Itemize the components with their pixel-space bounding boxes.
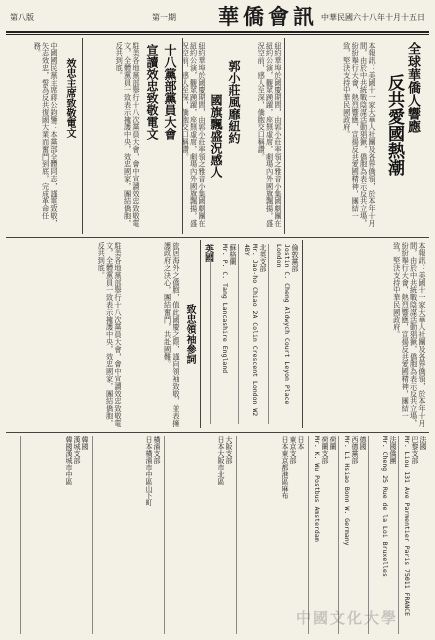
masthead-rule — [6, 31, 429, 35]
directory-address: 日本東京都港區麻布 — [281, 436, 289, 499]
directory-row — [308, 436, 337, 634]
directory-row — [238, 244, 267, 424]
directory-org: 北英支部 — [259, 244, 267, 272]
directory-address: Mr. P. C. Tang Lancashire England — [221, 244, 229, 374]
directory-address: 韓國漢城市中區 — [65, 436, 73, 485]
directory-row — [268, 244, 299, 424]
directory-org: 大阪支部 — [225, 436, 233, 464]
directory-country: 日本 — [297, 436, 305, 450]
directory-country: 法國 — [419, 436, 427, 450]
column-rule — [284, 38, 285, 234]
directory-address: Mr. Liou 131 Ave Parmentier Paris 75011 FRANCE — [403, 436, 411, 617]
directory-upper-header: 英國 — [203, 244, 213, 262]
directory-country: 荷蘭 — [329, 436, 337, 450]
fifth-headline: 致忠領袖參詞 — [184, 304, 195, 364]
second-article-body-right: 紐約華埠於國慶期間，由郭小莊率領之雅音小集國劇團在紐約公演，觀眾踴躍，座無虛席，劇場內外國旗飄揚，盛況空前，感人至深，僑胞交口稱讚。 — [257, 42, 283, 227]
main-article-body: 本報訊：美國十一家大華人社團及各界僑領，於本年十月間，由於中共統戰陰謀活動猖獗，僑胞為表示反共立場，紛紛舉行大會，熱烈響應，宣揚反共愛國精神，團結一致，堅決支持中華民國政府。 — [342, 42, 377, 227]
publication-date: 中華民國六十八年十月十五日 — [321, 13, 425, 22]
watermark-text: 中國文化大學 — [296, 609, 399, 627]
directory-row — [210, 244, 237, 424]
library-watermark — [296, 607, 416, 633]
directory-org: 東京支部 — [289, 436, 297, 464]
directory-org: 橫濱支部 — [153, 436, 161, 464]
directory-row — [338, 436, 367, 634]
column-rule — [182, 38, 183, 234]
directory-address: Jostin C. Cheng Aldwych Court Leyon Place London — [275, 244, 291, 405]
main-headline-2: 反共愛國熱潮 — [384, 74, 404, 176]
directory-address: Mr. Li Hsiao Bonn W. Germany — [343, 436, 351, 546]
directory-org: 蘇格蘭 — [229, 244, 237, 265]
second-headline-1: 郭小莊風靡紐約 — [227, 60, 241, 144]
directory-address: 日本大阪市北區 — [217, 436, 225, 485]
column-rule — [82, 38, 83, 234]
third-headline-1: 十八黨部黨員大會 — [163, 44, 177, 140]
fourth-headline: 效忠主席致敬電文 — [64, 58, 75, 138]
directory-border — [302, 240, 303, 428]
section-rule — [6, 237, 429, 238]
issue-number: 第一期 — [152, 13, 176, 22]
newspaper-page — [6, 4, 429, 636]
directory-row — [164, 436, 233, 634]
directory-address: Mr. K. Wu Postbus Amsterdam — [313, 436, 321, 542]
third-headline-2: 宣讀效忠致敬電文 — [145, 44, 159, 140]
directory-org: 荷蘭支部 — [321, 436, 329, 464]
directory-row — [236, 436, 305, 634]
fourth-article-body: 中國國民黨主席蔣公鈞鑒：本黨部全體同志，謹電致敬，矢志效忠，誓為反共復國大業而奮鬥到底，完成革命任務。 — [33, 42, 59, 227]
second-article-body-left: 紐約華埠於國慶期間，由郭小莊率領之雅音小集國劇團在紐約公演，觀眾踴躍，座無虛席，劇場內外國旗飄揚，盛況空前，感人至深，僑胞交口稱讚。 — [181, 42, 207, 227]
newspaper-title: 華僑會訊 — [218, 4, 318, 29]
directory-address: Mr. Jao-ho Chiao 2A Colin Crescent London W2 4BY — [243, 244, 259, 417]
main-headline-1: 全球華僑人響應 — [405, 42, 420, 133]
directory-row — [368, 436, 397, 634]
directory-org: 西德黨部 — [351, 436, 359, 464]
fifth-article-body: 旅居海外之僑胞，值此國慶之際，謹向領袖致敬，並表擁護政府之決心，團結奮鬥，共赴國難。 — [163, 242, 181, 427]
directory-org: 巴黎支部 — [411, 436, 419, 464]
directory-row — [92, 436, 161, 634]
second-headline-2: 國旗飄盛況感人 — [209, 94, 223, 178]
directory-org: 漢城支部 — [73, 436, 81, 464]
directory-org: 法國僑團 — [389, 436, 397, 464]
directory-country: 韓國 — [81, 436, 89, 450]
directory-border — [200, 240, 201, 428]
directory-address: Mr. Cheng 25 Rue de la Loi Bruxelles — [381, 436, 389, 577]
page-number: 第八版 — [10, 13, 34, 22]
section-rule — [6, 432, 429, 433]
directory-country: 德國 — [359, 436, 367, 450]
masthead — [6, 4, 429, 34]
directory-row — [20, 436, 89, 634]
third-article-body: 駐美各地黨部舉行十八次黨員大會，會中宣讀效忠致敬電文，全體黨員一致表示擁護中央，效忠國家，團結僑胞，反共到底。 — [115, 42, 141, 227]
directory-org: 倫敦黨部 — [291, 244, 299, 272]
third-article-continued: 駐美各地黨部舉行十八次黨員大會，會中宣讀效忠致敬電文，全體黨員一致表示擁護中央，效忠國家，團結僑胞，反共到底。 — [97, 242, 123, 427]
main-article-continued: 本報訊：美國十一家大華人社團及各界僑領，於本年十月間，由於中共統戰陰謀活動猖獗，僑胞為表示反共立場，紛紛舉行大會，熱烈響應，宣揚反共愛國精神，團結一致，堅決支持中華民國政府。 — [392, 242, 427, 427]
directory-address: 日本橫濱市中區山下町 — [145, 436, 153, 506]
directory-row — [398, 436, 427, 634]
